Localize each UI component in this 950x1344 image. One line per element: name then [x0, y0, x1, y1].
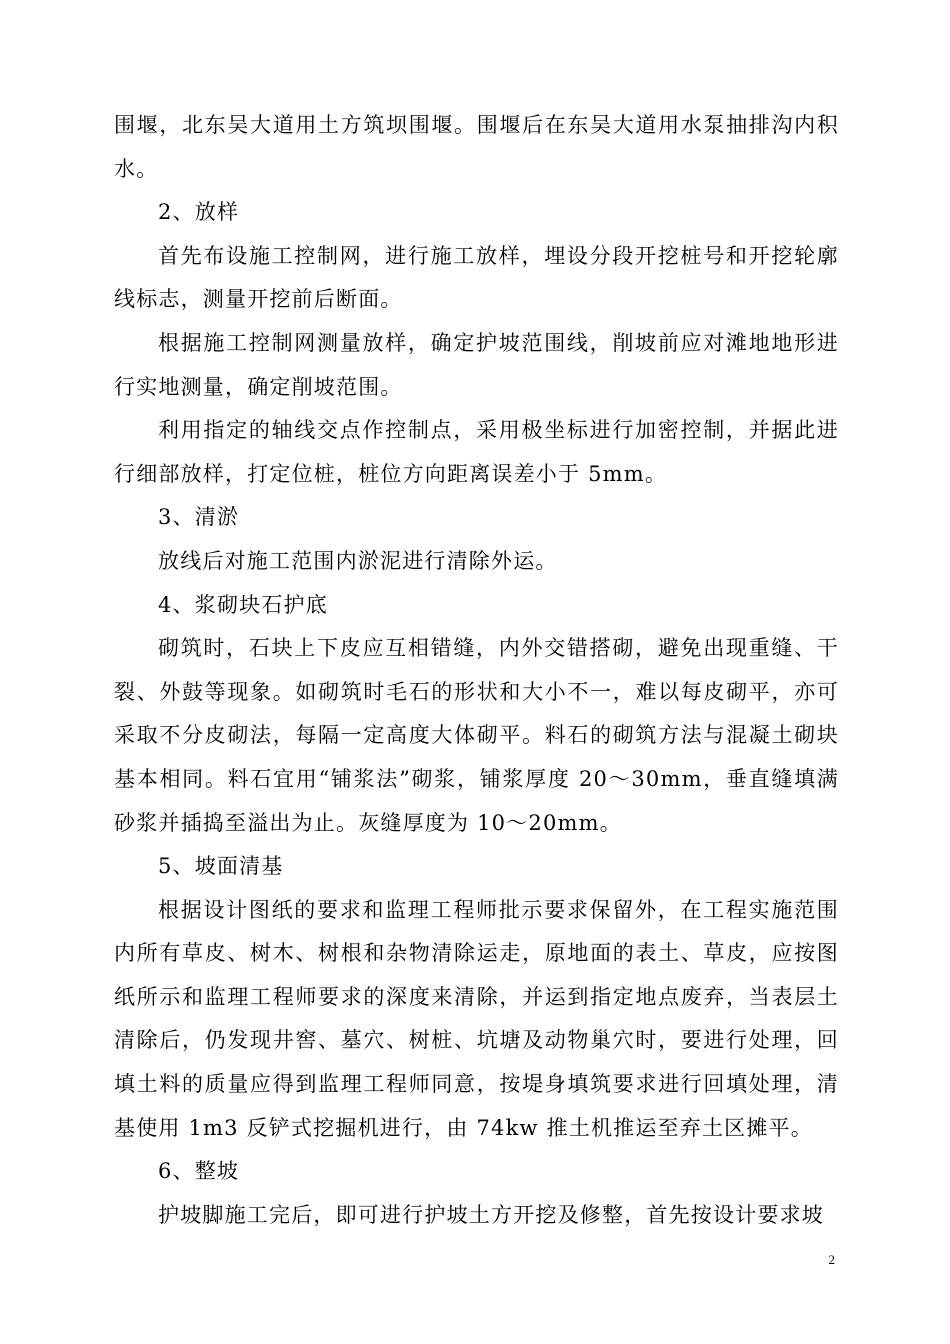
section-heading: 6、整坡	[158, 1159, 240, 1184]
paragraph: 砌筑时，石块上下皮应互相错缝，内外交错搭砌，避免出现重缝、干裂、外鼓等现象。如砌筑时毛石的形状和大小不一，难以每皮砌平，亦可采取不分皮砌法，每隔一定高度大体砌平。料石的砌筑方法与混凝土砌块基本相同。料石宜用“铺浆法”砌浆，铺浆厚度 20～30mm，垂直缝填满砂浆并插捣至溢出为止。灰缝厚度为 10～20mm。	[114, 636, 839, 835]
section-heading: 5、坡面清基	[158, 854, 284, 879]
paragraph: 护坡脚施工完后，即可进行护坡土方开挖及修整，首先按设计要求坡	[158, 1202, 824, 1227]
body-text	[114, 104, 839, 1237]
section-heading: 4、浆砌块石护底	[158, 592, 328, 617]
paragraph: 首先布设施工控制网，进行施工放样，埋设分段开挖桩号和开挖轮廓线标志，测量开挖前后断面。	[114, 243, 839, 312]
section-heading: 3、清淤	[158, 505, 240, 530]
paragraph: 围堰，北东吴大道用土方筑坝围堰。围堰后在东吴大道用水泵抽排沟内积水。	[114, 113, 839, 181]
section-heading: 2、放样	[158, 200, 240, 225]
paragraph: 利用指定的轴线交点作控制点，采用极坐标进行加密控制，并据此进行细部放样，打定位桩，桩位方向距离误差小于 5mm。	[114, 418, 839, 486]
paragraph: 根据设计图纸的要求和监理工程师批示要求保留外，在工程实施范围内所有草皮、树木、树根和杂物清除运走，原地面的表土、草皮，应按图纸所示和监理工程师要求的深度来清除，并运到指定地点废弃，当表层土清除后，仍发现井窖、墓穴、树桩、坑塘及动物巢穴时，要进行处理，回填土料的质量应得到监理工程师同意，按堤身填筑要求进行回填处理，清基使用 1m3 反铲式挖掘机进行，由 74kw 推土机推运至弃土区摊平。	[114, 897, 839, 1140]
paragraph: 放线后对施工范围内淤泥进行清除外运。	[158, 548, 558, 573]
page-number: 2	[828, 1252, 835, 1267]
paragraph: 根据施工控制网测量放样，确定护坡范围线，削坡前应对滩地地形进行实地测量，确定削坡范围。	[114, 330, 839, 399]
